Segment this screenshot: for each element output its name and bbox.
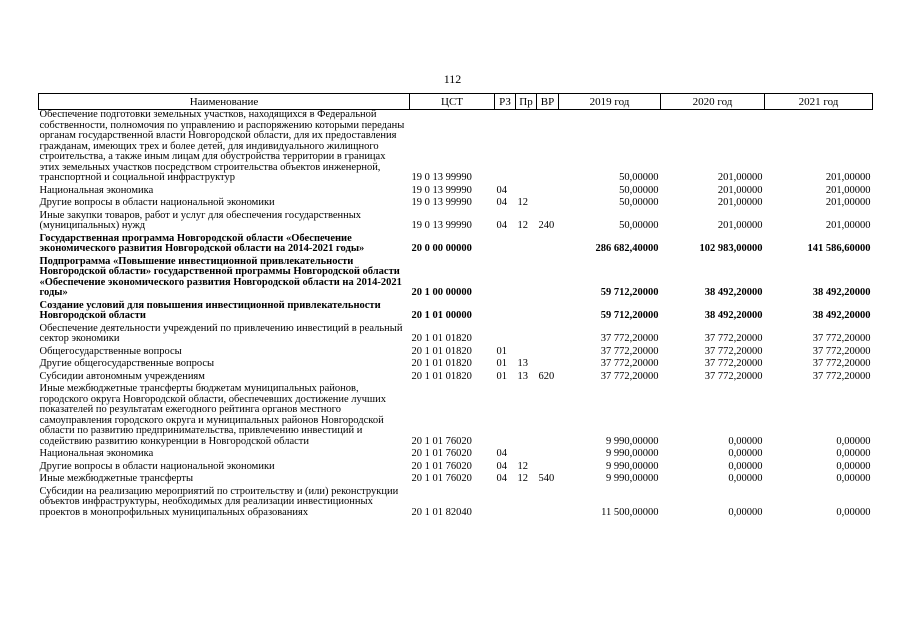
header-vr: ВР [537, 94, 559, 110]
row-2020-cell: 0,00000 [728, 473, 763, 484]
row-cst-cell: 19 0 13 99990 [411, 172, 472, 183]
header-row [39, 94, 873, 110]
row-name-cell: Создание условий для повышения инвестиционной привлекательности Новгородской области [39, 299, 381, 321]
row-2020-cell: 201,00000 [717, 197, 763, 208]
row-2021-cell: 0,00000 [836, 448, 871, 459]
row-vr-cell [537, 487, 559, 521]
row-vr-cell [537, 359, 559, 372]
table-row [39, 211, 873, 234]
page-number: 112 [443, 72, 462, 86]
row-2020-cell: 0,00000 [728, 460, 763, 472]
row-2021-cell: 0,00000 [836, 460, 871, 472]
row-vr-cell: 620 [538, 370, 555, 382]
row-cst-cell: 20 1 01 01820 [411, 358, 472, 369]
row-2021-cell: 201,00000 [825, 220, 871, 231]
row-2019-cell: 50,00000 [619, 184, 659, 196]
row-vr-cell [537, 198, 559, 211]
row-2020-cell: 37 772,20000 [704, 333, 763, 344]
row-pr-cell [516, 324, 537, 347]
row-2020-cell: 0,00000 [728, 506, 763, 518]
row-cst-cell: 20 1 00 00000 [411, 287, 472, 298]
row-rz-cell: 04 [496, 220, 507, 231]
row-2019-cell: 37 772,20000 [600, 345, 659, 357]
row-2021-cell: 0,00000 [836, 473, 871, 484]
row-name-cell: Общегосударственные вопросы [39, 345, 182, 357]
row-pr-cell [516, 487, 537, 521]
row-name-cell: Обеспечение подготовки земельных участков, находящихся в Федеральной собственности, полномочия по управлению и распоряжению которыми переданы органам государственной власти Новгородской области, для их предоставления гражданам, имеющих трех и более детей, для индивидуального жилищного строительства, а также иным лицам для обустройства территории в границах этих земельных участков посредством строительства объектов инженерной, транспортной и социальной инфраструктур [39, 109, 405, 183]
row-name-cell: Подпрограмма «Повышение инвестиционной привлекательности Новгородской области» государственной программы Новгородской области «Обеспечение экономического развития Новгородской области на 2014-2021 годы» [39, 255, 402, 298]
row-vr-cell [537, 449, 559, 462]
row-cst-cell: 20 1 01 76020 [411, 435, 472, 447]
row-rz-cell [495, 384, 516, 449]
row-name-cell: Иные межбюджетные трансферты [39, 473, 194, 484]
row-rz-cell [495, 110, 516, 186]
row-cst-cell: 20 1 01 01820 [411, 345, 472, 357]
row-2021-cell: 38 492,20000 [812, 287, 871, 298]
table-body [39, 110, 873, 521]
row-pr-cell: 12 [517, 473, 528, 484]
table-header [39, 94, 873, 110]
header-rz: РЗ [495, 94, 516, 110]
row-2021-cell: 38 492,20000 [812, 310, 871, 321]
row-cst-cell: 20 0 00 00000 [411, 243, 472, 254]
table-row [39, 474, 873, 487]
row-2020-cell: 102 983,00000 [699, 243, 763, 254]
row-2019-cell: 59 712,20000 [600, 287, 659, 298]
row-2019-cell: 50,00000 [619, 197, 659, 208]
row-2020-cell: 37 772,20000 [704, 358, 763, 369]
row-cst-cell: 20 1 01 76020 [411, 460, 472, 472]
row-2020-cell: 37 772,20000 [704, 370, 763, 382]
row-cst-cell: 20 1 01 82040 [411, 506, 472, 518]
row-rz-cell: 04 [496, 448, 507, 459]
row-vr-cell: 240 [538, 220, 555, 231]
row-2019-cell: 286 682,40000 [595, 243, 659, 254]
row-pr-cell: 12 [517, 220, 528, 231]
row-2019-cell: 9 990,00000 [606, 460, 659, 472]
table-row [39, 384, 873, 449]
row-pr-cell [516, 449, 537, 462]
table-row [39, 301, 873, 324]
row-vr-cell [537, 110, 559, 186]
table-row [39, 487, 873, 521]
row-pr-cell [516, 384, 537, 449]
row-vr-cell [537, 324, 559, 347]
row-rz-cell: 04 [496, 473, 507, 484]
row-name-cell: Национальная экономика [39, 448, 154, 459]
row-name-cell: Обеспечение деятельности учреждений по привлечению инвестиций в реальный сектор экономики [39, 322, 403, 344]
row-pr-cell: 12 [517, 460, 528, 472]
row-2021-cell: 37 772,20000 [812, 370, 871, 382]
row-2021-cell: 0,00000 [836, 435, 871, 447]
row-rz-cell [495, 257, 516, 301]
row-cst-cell: 20 1 01 01820 [411, 370, 472, 382]
table-row [39, 257, 873, 301]
table-row [39, 234, 873, 257]
header-pr: Пр [516, 94, 537, 110]
row-vr-cell [537, 234, 559, 257]
row-2020-cell: 201,00000 [717, 220, 763, 231]
row-2020-cell: 38 492,20000 [704, 287, 763, 298]
table-row [39, 449, 873, 462]
row-cst-cell: 19 0 13 99990 [411, 184, 472, 196]
budget-table [38, 93, 873, 520]
row-2020-cell: 201,00000 [717, 184, 763, 196]
row-cst-cell: 20 1 01 76020 [411, 448, 472, 459]
row-name-cell: Субсидии автономным учреждениям [39, 370, 205, 382]
row-2019-cell: 11 500,00000 [601, 506, 659, 518]
row-name-cell: Другие вопросы в области национальной экономики [39, 460, 275, 472]
table-row [39, 110, 873, 186]
row-2019-cell: 9 990,00000 [606, 448, 659, 459]
row-pr-cell: 13 [517, 358, 528, 369]
row-vr-cell [537, 257, 559, 301]
row-cst-cell: 20 1 01 01820 [411, 333, 472, 344]
row-2020-cell: 0,00000 [728, 435, 763, 447]
header-name: Наименование [39, 94, 410, 110]
table-row [39, 198, 873, 211]
row-rz-cell: 01 [496, 358, 507, 369]
header-2021: 2021 год [765, 94, 873, 110]
row-name-cell: Другие вопросы в области национальной экономики [39, 197, 275, 208]
header-cst: ЦСТ [410, 94, 495, 110]
row-pr-cell: 12 [517, 197, 528, 208]
row-2021-cell: 37 772,20000 [812, 358, 871, 369]
row-2020-cell: 0,00000 [728, 448, 763, 459]
row-cst-cell: 19 0 13 99990 [411, 220, 472, 231]
row-2019-cell: 37 772,20000 [600, 358, 659, 369]
row-cst-cell: 19 0 13 99990 [411, 197, 472, 208]
row-2021-cell: 201,00000 [825, 197, 871, 208]
row-vr-cell [537, 186, 559, 199]
row-rz-cell: 01 [496, 345, 507, 357]
row-2020-cell: 38 492,20000 [704, 310, 763, 321]
row-pr-cell [516, 257, 537, 301]
row-rz-cell: 04 [496, 197, 507, 208]
header-2019: 2019 год [559, 94, 661, 110]
row-pr-cell [516, 301, 537, 324]
row-vr-cell [537, 301, 559, 324]
row-pr-cell [516, 234, 537, 257]
row-2021-cell: 141 586,60000 [807, 243, 871, 254]
row-name-cell: Иные закупки товаров, работ и услуг для обеспечения государственных (муниципальных) нужд [39, 209, 362, 231]
row-2019-cell: 9 990,00000 [606, 473, 659, 484]
row-2020-cell: 201,00000 [717, 172, 763, 183]
row-rz-cell [495, 234, 516, 257]
row-name-cell: Субсидии на реализацию мероприятий по строительству и (или) реконструкции объектов инфраструктуры, необходимых для реализации инвестиционных проектов в монопрофильных муниципальных образованиях [39, 485, 399, 518]
row-2021-cell: 201,00000 [825, 184, 871, 196]
row-2021-cell: 0,00000 [836, 506, 871, 518]
row-pr-cell [516, 110, 537, 186]
row-2021-cell: 37 772,20000 [812, 345, 871, 357]
row-name-cell: Национальная экономика [39, 184, 154, 196]
row-name-cell: Государственная программа Новгородской области «Обеспечение экономического развития Новгородской области на 2014-2021 годы» [39, 232, 365, 254]
row-2019-cell: 59 712,20000 [600, 310, 659, 321]
row-vr-cell: 540 [538, 473, 555, 484]
row-cst-cell: 20 1 01 00000 [411, 310, 472, 321]
row-rz-cell [495, 324, 516, 347]
row-rz-cell [495, 487, 516, 521]
row-vr-cell [537, 347, 559, 360]
row-2021-cell: 37 772,20000 [812, 333, 871, 344]
row-2019-cell: 37 772,20000 [600, 333, 659, 344]
row-2019-cell: 50,00000 [619, 220, 659, 231]
header-2020: 2020 год [661, 94, 765, 110]
row-2019-cell: 9 990,00000 [606, 435, 659, 447]
row-2020-cell: 37 772,20000 [704, 345, 763, 357]
table-row [39, 359, 873, 372]
row-2019-cell: 50,00000 [619, 172, 659, 183]
row-name-cell: Другие общегосударственные вопросы [39, 358, 215, 369]
row-cst-cell: 20 1 01 76020 [411, 473, 472, 484]
row-pr-cell: 13 [517, 370, 528, 382]
row-vr-cell [537, 384, 559, 449]
row-rz-cell: 04 [496, 460, 507, 472]
row-name-cell: Иные межбюджетные трансферты бюджетам муниципальных районов, городского округа Новгородской области, обеспечевших достижение лучших показателей по результатам ежегодного рейтинга органов местного самоуправления городского округа и муниципальных районов Новгородской области по развитию предпринимательства, привлечению инвестиций и содействию развитию конкуренции в Новгородской области [39, 383, 387, 447]
row-rz-cell: 04 [496, 184, 507, 196]
row-rz-cell: 01 [496, 370, 507, 382]
table-row [39, 324, 873, 347]
row-2019-cell: 37 772,20000 [600, 370, 659, 382]
row-rz-cell [495, 301, 516, 324]
row-2021-cell: 201,00000 [825, 172, 871, 183]
